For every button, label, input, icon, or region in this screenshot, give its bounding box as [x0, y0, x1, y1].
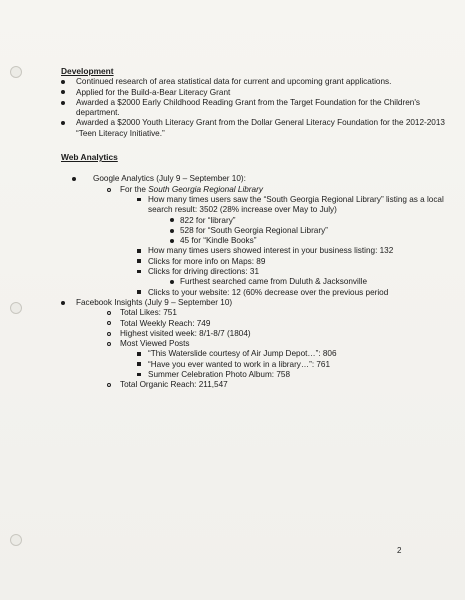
web-analytics-heading: Web Analytics [61, 152, 118, 163]
list-item: Highest visited week: 8/1-8/7 (1804) [61, 329, 446, 339]
list-item: Applied for the Build-a-Bear Literacy Grant [61, 88, 446, 98]
list-item: Furthest searched came from Duluth & Jacksonville [61, 277, 446, 287]
list-item: 45 for “Kindle Books” [61, 236, 446, 246]
list-item: Total Weekly Reach: 749 [61, 319, 446, 329]
web-analytics-list [61, 174, 446, 390]
google-analytics-item: Google Analytics (July 9 – September 10): [61, 174, 446, 184]
bullet-icon [61, 121, 65, 125]
punch-hole-mark [10, 66, 22, 78]
bullet-icon [61, 90, 65, 94]
circle-bullet-icon [107, 311, 111, 315]
square-bullet-icon [137, 198, 141, 202]
list-item: For the South Georgia Regional Library [61, 185, 446, 195]
list-item: “Have you ever wanted to work in a library…”: 761 [61, 360, 446, 370]
square-bullet-icon [137, 290, 141, 294]
list-item: 528 for “South Georgia Regional Library” [61, 226, 446, 236]
list-item: 822 for “library” [61, 216, 446, 226]
list-item: How many times users saw the “South Georgia Regional Library” listing as a local search result: 3502 (28% increase over May to July) [61, 195, 446, 216]
list-item: Continued research of area statistical data for current and upcoming grant applications. [61, 77, 446, 87]
bullet-icon [72, 177, 76, 181]
list-item: Summer Celebration Photo Album: 758 [61, 370, 446, 380]
punch-hole-mark [10, 534, 22, 546]
square-bullet-icon [137, 362, 141, 366]
circle-bullet-icon [107, 383, 111, 387]
square-bullet-icon [137, 249, 141, 253]
list-item: Awarded a $2000 Early Childhood Reading Grant from the Target Foundation for the Children's department. [61, 98, 446, 119]
list-item: Total Likes: 751 [61, 308, 446, 318]
bullet-icon [170, 280, 174, 284]
report-content [61, 66, 446, 391]
square-bullet-icon [137, 352, 141, 356]
list-item: Clicks for driving directions: 31 [61, 267, 446, 277]
bullet-icon [170, 239, 174, 243]
development-heading: Development [61, 66, 114, 76]
facebook-insights-item: Facebook Insights (July 9 – September 10) [61, 298, 446, 308]
list-item: How many times users showed interest in your business listing: 132 [61, 246, 446, 256]
list-item: “This Waterslide courtesy of Air Jump Depot…”: 806 [61, 349, 446, 359]
list-item: Clicks for more info on Maps: 89 [61, 257, 446, 267]
list-item: Awarded a $2000 Youth Literacy Grant from the Dollar General Literacy Foundation for the 2012-2013 “Teen Literacy Initiative.” [61, 118, 446, 139]
circle-bullet-icon [107, 332, 111, 336]
circle-bullet-icon [107, 342, 111, 346]
circle-bullet-icon [107, 321, 111, 325]
list-item: Total Organic Reach: 211,547 [61, 380, 446, 390]
bullet-icon [170, 229, 174, 233]
list-item: Clicks to your website: 12 (60% decrease over the previous period [61, 288, 446, 298]
square-bullet-icon [137, 373, 141, 377]
punch-hole-mark [10, 302, 22, 314]
development-list [61, 77, 446, 139]
bullet-icon [170, 218, 174, 222]
bullet-icon [61, 80, 65, 84]
square-bullet-icon [137, 259, 141, 263]
bullet-icon [61, 301, 65, 305]
circle-bullet-icon [107, 188, 111, 192]
bullet-icon [61, 101, 65, 105]
square-bullet-icon [137, 270, 141, 274]
list-item: Most Viewed Posts [61, 339, 446, 349]
page-number: 2 [397, 546, 402, 555]
